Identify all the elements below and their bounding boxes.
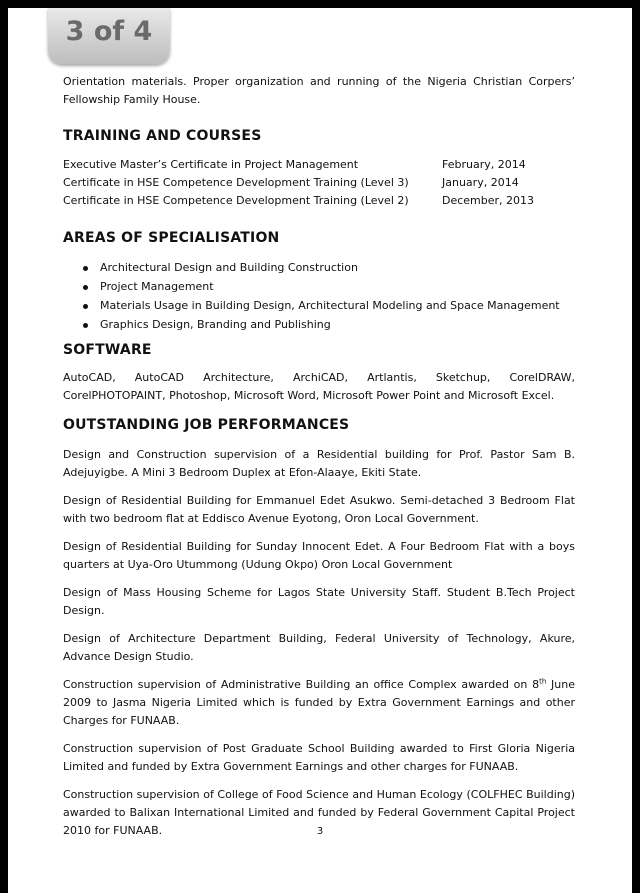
performance-item: Design of Residential Building for Emmanuel Edet Asukwo. Semi-detached 3 Bedroom Flat with two bedroom flat at Eddisco Avenue Eyotong, Oron Local Government. [63, 494, 575, 525]
training-heading: TRAINING AND COURSES [63, 128, 262, 144]
software-name: Artlantis, [367, 371, 417, 384]
training-name: Certificate in HSE Competence Development Training (Level 2) [63, 194, 409, 207]
training-item [63, 174, 575, 192]
software-name: Architecture, [203, 371, 274, 384]
training-name: Certificate in HSE Competence Development Training (Level 3) [63, 176, 409, 189]
software-name: CorelDRAW, [509, 371, 575, 384]
software-name: Sketchup, [435, 371, 491, 384]
training-item [63, 192, 575, 210]
training-date: January, 2014 [442, 176, 519, 189]
specialisation-heading: AREAS OF SPECIALISATION [63, 230, 280, 246]
performance-item: Design of Architecture Department Building, Federal University of Technology, Akure, Advance Design Studio. [63, 632, 575, 663]
training-date: February, 2014 [442, 158, 526, 171]
software-name: AutoCAD [134, 371, 184, 384]
specialisation-list [63, 259, 575, 335]
training-date: December, 2013 [442, 194, 535, 207]
performances-heading: OUTSTANDING JOB PERFORMANCES [63, 417, 350, 433]
performance-item: Construction supervision of Post Graduate School Building awarded to First Gloria Nigeria Limited and funded by Extra Government Earnings and other charges for FUNAAB. [63, 742, 575, 773]
document-page [8, 8, 632, 893]
software-line [63, 369, 575, 387]
list-item: Project Management [63, 278, 575, 297]
performance-item: Construction supervision of College of Food Science and Human Ecology (COLFHEC Building) awarded to Balixan International Limited and funded by Federal Government Capital Project 2010 for FUNAAB. [63, 788, 575, 837]
software-line: CorelPHOTOPAINT, Photoshop, Microsoft Word, Microsoft Power Point and Microsoft Excel. [63, 389, 555, 402]
list-item: Graphics Design, Branding and Publishing [63, 316, 575, 335]
performance-text: June 2009 to Jasma Nigeria Limited which is funded by Extra Government Earnings and other Charges for FUNAAB. [63, 678, 575, 727]
page-content [63, 73, 575, 840]
list-item: Materials Usage in Building Design, Architectural Modeling and Space Management [63, 297, 575, 316]
page-number: 3 [316, 826, 324, 837]
training-list [63, 156, 575, 210]
training-name: Executive Master’s Certificate in Project Management [63, 158, 359, 171]
performance-item: Design and Construction supervision of a Residential building for Prof. Pastor Sam B. Adejuyigbe. A Mini 3 Bedroom Duplex at Efon-Alaaye, Ekiti State. [63, 448, 575, 479]
ordinal-suffix: th [539, 677, 547, 686]
performance-item: Design of Mass Housing Scheme for Lagos State University Staff. Student B.Tech Project Design. [63, 586, 575, 617]
performance-item [63, 676, 575, 730]
intro-paragraph: Orientation materials. Proper organization and running of the Nigeria Christian Corpers’ Fellowship Family House. [63, 75, 575, 106]
software-paragraph [63, 369, 575, 405]
performance-item: Design of Residential Building for Sunday Innocent Edet. A Four Bedroom Flat with a boys quarters at Uya-Oro Utummong (Udung Okpo) Oron Local Government [63, 540, 575, 571]
page-count-badge: 3 of 4 [48, 8, 170, 64]
software-name: ArchiCAD, [292, 371, 349, 384]
list-item: Architectural Design and Building Construction [63, 259, 575, 278]
performance-text: Construction supervision of Administrative Building an office Complex awarded on 8 [63, 678, 540, 691]
training-item [63, 156, 575, 174]
software-heading: SOFTWARE [63, 342, 152, 358]
software-name: AutoCAD, [63, 371, 116, 384]
